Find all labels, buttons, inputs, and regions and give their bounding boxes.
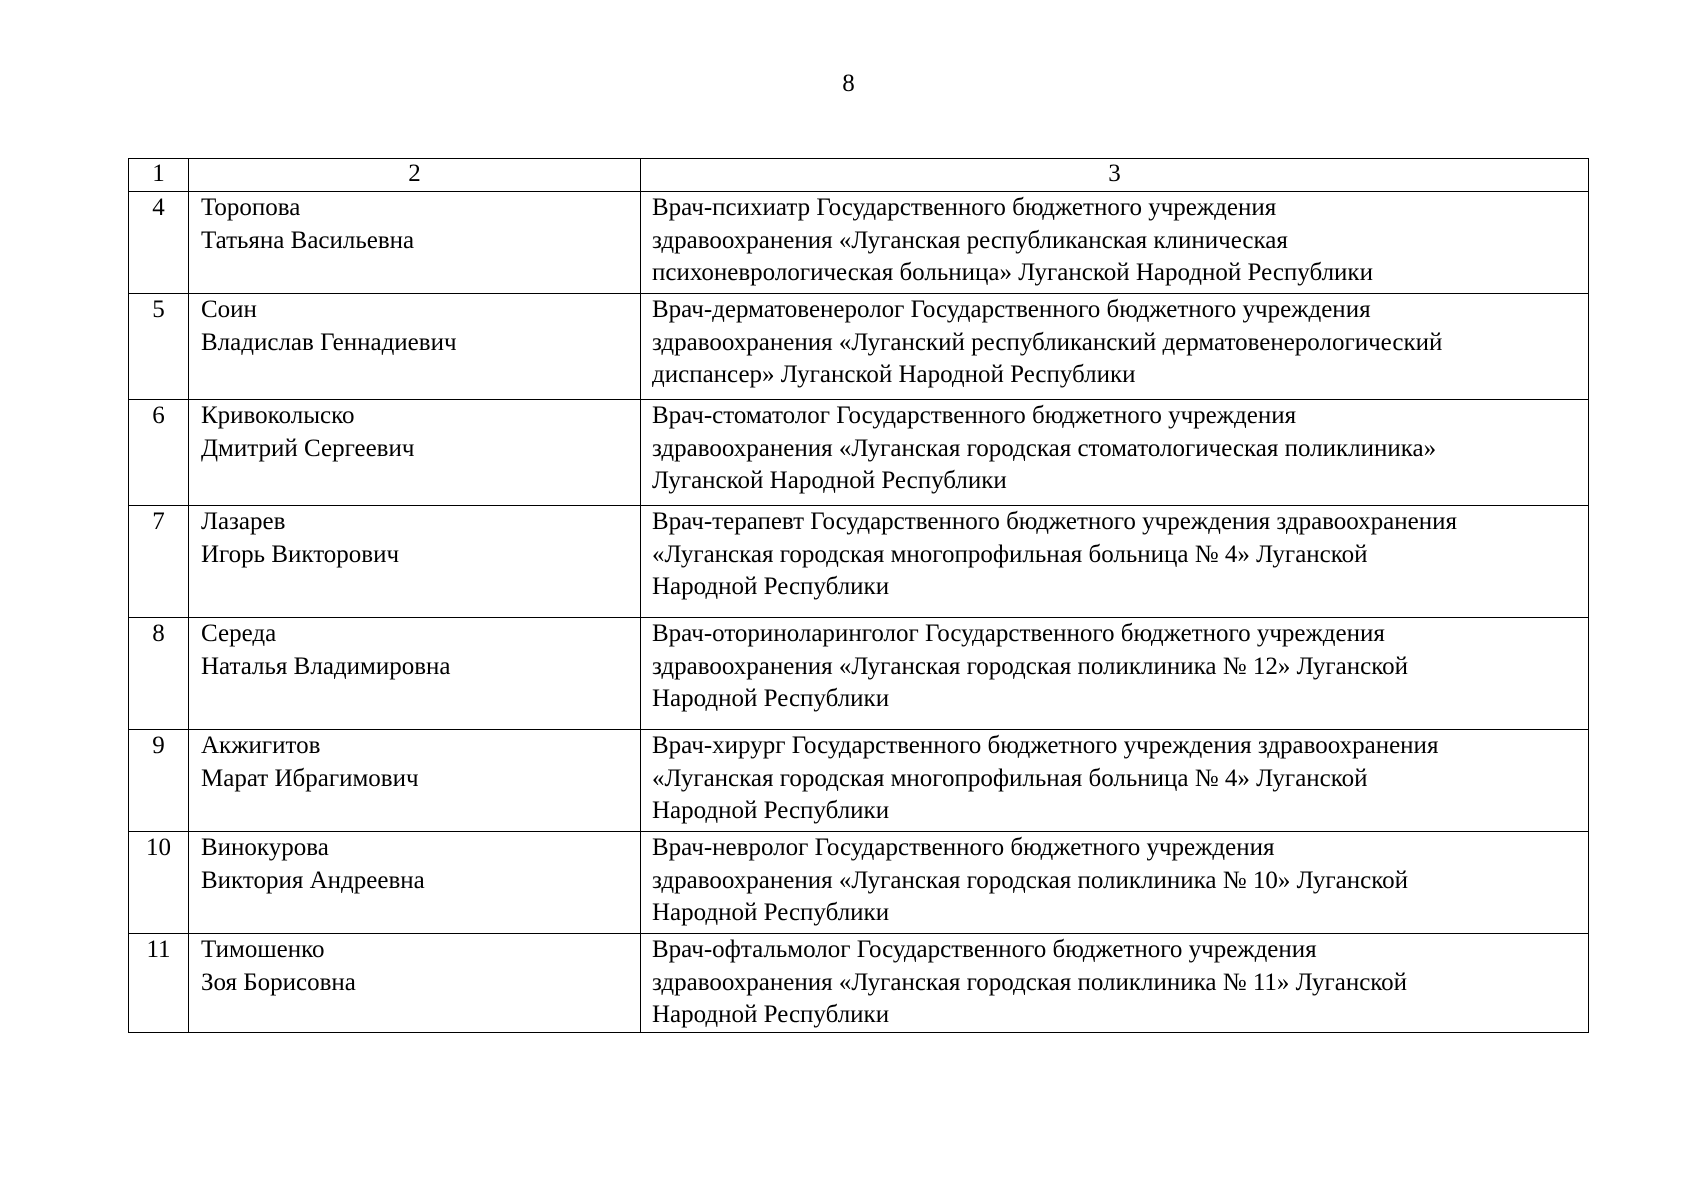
surname: Акжигитов: [201, 732, 321, 759]
position-line: здравоохранения «Луганская городская поликлиника № 11» Луганской: [652, 968, 1408, 996]
person-name-cell: [189, 618, 641, 730]
given-names: Виктория Андреевна: [201, 866, 425, 894]
position-line: Врач-невролог Государственного бюджетного учреждения: [652, 834, 1275, 861]
position-line: психоневрологическая больница» Луганской Народной Республики: [652, 259, 1373, 286]
row-number: 9: [129, 730, 189, 832]
row-number: 5: [129, 294, 189, 400]
row-number: 8: [129, 618, 189, 730]
table-row: [129, 400, 1589, 506]
position-line: Луганской Народной Республики: [652, 467, 1007, 494]
position-line: здравоохранения «Луганская республиканская клиническая: [652, 226, 1288, 254]
position-line: Народной Республики: [652, 797, 890, 824]
given-names: Татьяна Васильевна: [201, 226, 415, 254]
person-name-cell: [189, 400, 641, 506]
position-line: Врач-дерматовенеролог Государственного бюджетного учреждения: [652, 296, 1371, 323]
table-row: [129, 730, 1589, 832]
surname: Лазарев: [201, 508, 286, 535]
column-number-1: 1: [129, 159, 189, 192]
column-number-2: 2: [189, 159, 641, 192]
given-names: Игорь Викторович: [201, 540, 400, 568]
given-names: Марат Ибрагимович: [201, 764, 419, 792]
position-line: «Луганская городская многопрофильная больница № 4» Луганской: [652, 540, 1368, 568]
surname: Соин: [201, 296, 257, 323]
position-line: здравоохранения «Луганская городская стоматологическая поликлиника»: [652, 434, 1437, 462]
position-line: Врач-хирург Государственного бюджетного учреждения здравоохранения: [652, 732, 1439, 759]
person-name-cell: [189, 192, 641, 294]
surname: Кривоколыско: [201, 402, 355, 429]
person-name-cell: [189, 506, 641, 618]
table-row: [129, 506, 1589, 618]
row-number: 7: [129, 506, 189, 618]
surname: Тимошенко: [201, 936, 325, 963]
table-body: [129, 159, 1589, 1033]
table-row: [129, 832, 1589, 934]
position-line: Врач-стоматолог Государственного бюджетного учреждения: [652, 402, 1297, 429]
person-name-cell: [189, 730, 641, 832]
position-cell: [641, 730, 1589, 832]
position-line: Врач-оториноларинголог Государственного бюджетного учреждения: [652, 620, 1385, 647]
person-name-cell: [189, 832, 641, 934]
column-number-row: [129, 159, 1589, 192]
position-cell: [641, 294, 1589, 400]
row-number: 10: [129, 832, 189, 934]
position-line: Народной Республики: [652, 573, 890, 600]
person-name-cell: [189, 294, 641, 400]
position-line: Народной Республики: [652, 685, 890, 712]
position-cell: [641, 192, 1589, 294]
position-line: Народной Республики: [652, 1001, 890, 1028]
position-line: диспансер» Луганской Народной Республики: [652, 361, 1136, 388]
row-number: 4: [129, 192, 189, 294]
table-row: [129, 618, 1589, 730]
position-cell: [641, 400, 1589, 506]
surname: Середа: [201, 620, 277, 647]
given-names: Владислав Геннадиевич: [201, 328, 457, 356]
table-row: [129, 294, 1589, 400]
row-number: 6: [129, 400, 189, 506]
position-line: здравоохранения «Луганская городская поликлиника № 12» Луганской: [652, 652, 1408, 680]
row-number: 11: [129, 934, 189, 1033]
surname: Торопова: [201, 194, 301, 221]
appointees-table: [128, 158, 1589, 1033]
column-number-3: 3: [641, 159, 1589, 192]
table-row: [129, 192, 1589, 294]
position-line: Врач-психиатр Государственного бюджетного учреждения: [652, 194, 1277, 221]
surname: Винокурова: [201, 834, 329, 861]
page-number: 8: [842, 70, 855, 97]
position-cell: [641, 934, 1589, 1033]
position-cell: [641, 618, 1589, 730]
position-line: здравоохранения «Луганский республиканский дерматовенерологический: [652, 328, 1443, 356]
given-names: Дмитрий Сергеевич: [201, 434, 415, 462]
position-line: Народной Республики: [652, 899, 890, 926]
given-names: Зоя Борисовна: [201, 968, 356, 996]
position-cell: [641, 832, 1589, 934]
position-line: Врач-офтальмолог Государственного бюджетного учреждения: [652, 936, 1317, 963]
position-line: здравоохранения «Луганская городская поликлиника № 10» Луганской: [652, 866, 1408, 894]
given-names: Наталья Владимировна: [201, 652, 451, 680]
position-cell: [641, 506, 1589, 618]
person-name-cell: [189, 934, 641, 1033]
table-row: [129, 934, 1589, 1033]
position-line: Врач-терапевт Государственного бюджетного учреждения здравоохранения: [652, 508, 1458, 535]
position-line: «Луганская городская многопрофильная больница № 4» Луганской: [652, 764, 1368, 792]
